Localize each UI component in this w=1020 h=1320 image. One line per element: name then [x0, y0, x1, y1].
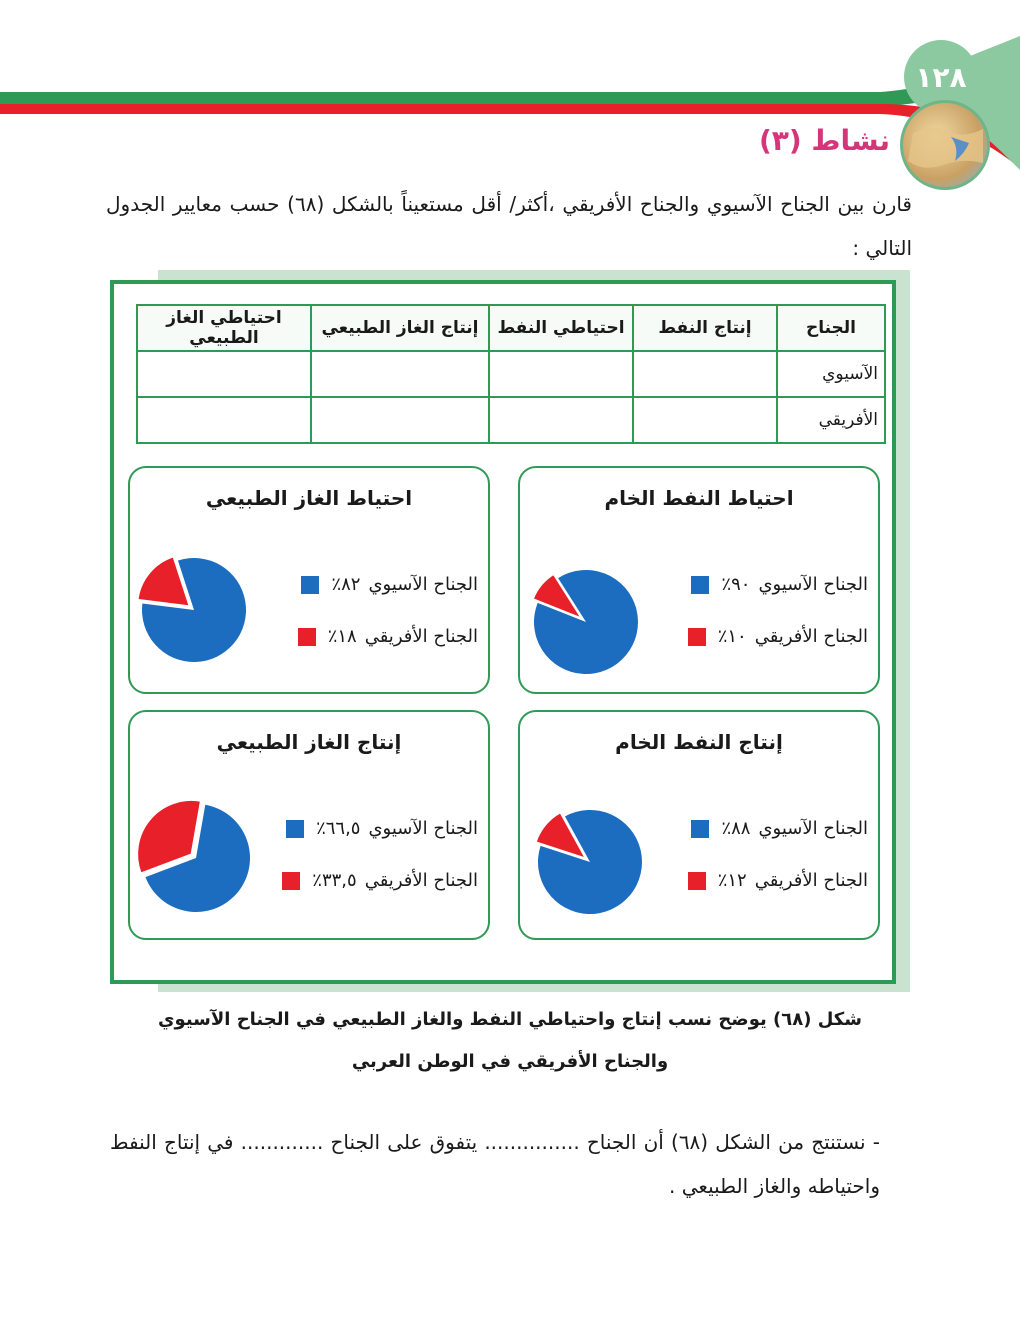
legend-item-asian	[691, 818, 868, 839]
table-cell[interactable]	[137, 397, 311, 443]
table-header: الجناح	[777, 305, 885, 351]
legend-swatch-african	[688, 628, 706, 646]
legend-value: ٦٦,٥٪	[316, 818, 361, 839]
legend-item-asian	[286, 818, 478, 839]
legend-value: ٣٣,٥٪	[312, 870, 357, 891]
table-cell[interactable]	[633, 351, 777, 397]
conclusion-text: - نستنتج من الشكل (٦٨) أن الجناح ............... يتفوق على الجناح ............. في إنتاج النفط واحتياطه والغاز الطبيعي .	[110, 1130, 880, 1198]
legend-value: ٨٨٪	[721, 818, 751, 839]
legend-label: الجناح الآسيوي	[368, 818, 478, 839]
comparison-table	[136, 304, 886, 444]
chart-title: احتياط الغاز الطبيعي	[205, 486, 413, 510]
chart-title: إنتاج النفط الخام	[615, 730, 783, 754]
chart-card-gas-production	[128, 710, 490, 940]
figure-caption-line2: والجناح الأفريقي في الوطن العربي	[351, 1051, 669, 1072]
pie-chart	[530, 802, 650, 922]
legend-value: ١٢٪	[717, 870, 747, 891]
page-number: ١٢٨	[904, 40, 978, 114]
table-header: احتياطي النفط	[489, 305, 633, 351]
table-cell[interactable]	[137, 351, 311, 397]
legend-label: الجناح الأفريقي	[364, 870, 478, 891]
table-header: احتياطي الغاز الطبيعي	[137, 305, 311, 351]
table-cell[interactable]	[311, 351, 489, 397]
table-row	[137, 351, 885, 397]
legend-item-asian	[691, 574, 868, 595]
table-cell[interactable]	[311, 397, 489, 443]
legend-swatch-asian	[691, 820, 709, 838]
legend-value: ٩٠٪	[721, 574, 751, 595]
header-decoration	[0, 0, 1020, 200]
legend-label: الجناح الأفريقي	[364, 626, 478, 647]
instructions-text: قارن بين الجناح الآسيوي والجناح الأفريقي ،أكثر/ أقل مستعيناً بالشكل (٦٨) حسب معايير الجدول التالي :	[106, 192, 912, 260]
table-cell[interactable]	[489, 351, 633, 397]
legend-item-asian	[301, 574, 478, 595]
activity-title: نشاط (٣)	[758, 124, 890, 157]
chart-title: احتياط النفط الخام	[604, 486, 794, 510]
legend-swatch-asian	[301, 576, 319, 594]
legend-item-african	[282, 870, 478, 891]
pie-chart	[526, 562, 646, 682]
legend-label: الجناح الآسيوي	[368, 574, 478, 595]
legend-label: الجناح الأفريقي	[754, 870, 868, 891]
table-cell[interactable]	[489, 397, 633, 443]
legend-swatch-african	[282, 872, 300, 890]
legend-swatch-asian	[286, 820, 304, 838]
chart-card-gas-reserve	[128, 466, 490, 694]
figure-caption-line1: شكل (٦٨) يوضح نسب إنتاج واحتياطي النفط والغاز الطبيعي في الجناح الآسيوي	[158, 1009, 862, 1030]
legend-swatch-asian	[691, 576, 709, 594]
map-thumbnail-icon	[900, 100, 990, 190]
row-label-african: الأفريقي	[777, 397, 885, 443]
legend-value: ١٨٪	[327, 626, 357, 647]
table-cell[interactable]	[633, 397, 777, 443]
table-header: إنتاج النفط	[633, 305, 777, 351]
row-label-asian: الآسيوي	[777, 351, 885, 397]
table-header: إنتاج الغاز الطبيعي	[311, 305, 489, 351]
chart-card-oil-production	[518, 710, 880, 940]
legend-label: الجناح الآسيوي	[758, 574, 868, 595]
legend-item-african	[688, 626, 868, 647]
legend-value: ١٠٪	[717, 626, 747, 647]
chart-title: إنتاج الغاز الطبيعي	[216, 730, 402, 754]
legend-value: ٨٢٪	[331, 574, 361, 595]
pie-chart	[134, 796, 258, 920]
legend-item-african	[298, 626, 478, 647]
legend-label: الجناح الآسيوي	[758, 818, 868, 839]
legend-swatch-african	[688, 872, 706, 890]
legend-item-african	[688, 870, 868, 891]
pie-chart	[134, 550, 254, 670]
table-row	[137, 397, 885, 443]
legend-label: الجناح الأفريقي	[754, 626, 868, 647]
legend-swatch-african	[298, 628, 316, 646]
chart-card-oil-reserve	[518, 466, 880, 694]
